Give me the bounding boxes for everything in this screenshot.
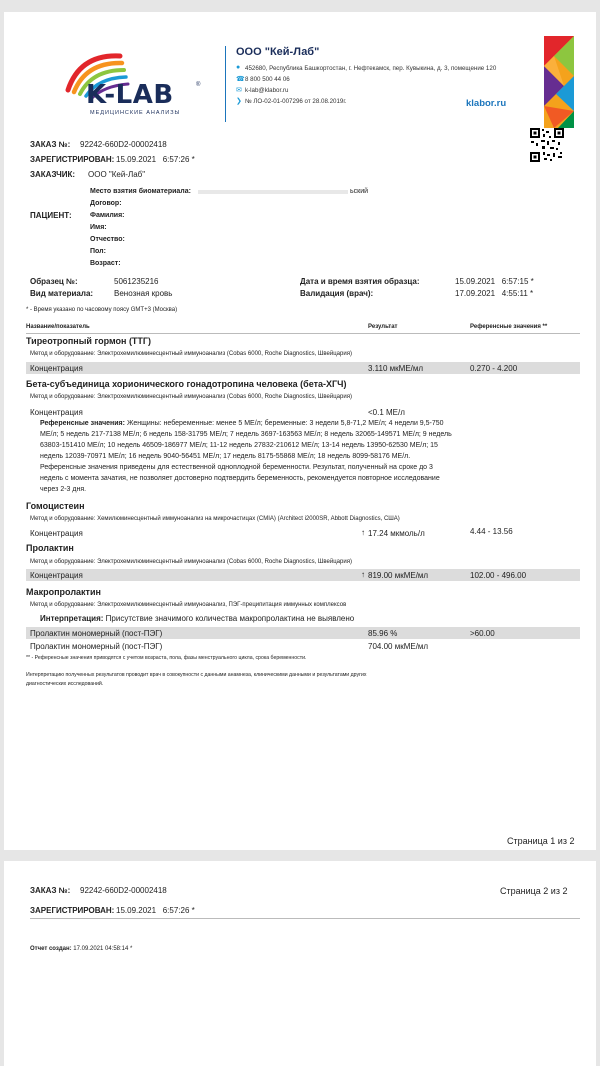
interp-label: Интерпретация: bbox=[40, 614, 104, 623]
result-macroprolactin-1: 85.96 % bbox=[368, 629, 398, 638]
patient-label: ПАЦИЕНТ: bbox=[30, 211, 72, 220]
col-header-result: Результат bbox=[368, 324, 398, 330]
company-address: 452680, Республика Башкортостан, г. Нефтекамск, пер. Кувыкина, д. 3, помещение 120 bbox=[245, 65, 497, 72]
ref-macroprolactin-1: >60.00 bbox=[470, 629, 495, 638]
param-prolactin: Концентрация bbox=[30, 571, 83, 580]
material-value: Венозная кровь bbox=[114, 289, 173, 298]
interp-footnote-2: диагностических исследований. bbox=[26, 681, 104, 687]
report-created-value: 17.09.2021 04:58:14 * bbox=[73, 946, 133, 952]
company-name: ООО "Кей-Лаб" bbox=[236, 46, 320, 58]
page-number-1: Страница 1 из 2 bbox=[507, 836, 575, 846]
test-method-ttg: Метод и оборудование: Электрохемилюминесцентный иммуноанализ (Cobas 6000, Roche Diagnostics, Швейцария) bbox=[30, 351, 352, 357]
ref-line-hcg-4: недель 12039-70971 МЕ/л; 16 недель 9040-56451 МЕ/л; 17 недель 8175-55868 МЕ/л; 18 недель 8099-58176 МЕ/л. bbox=[40, 453, 411, 460]
taken-value: 15.09.2021 6:57:15 * bbox=[455, 277, 534, 286]
ref-line-hcg-1: Женщины: небеременные: менее 5 МЕ/л; беременные: 3 недели 5,8-71,2 МЕ/л; 4 недели 9,5-750 bbox=[126, 420, 444, 427]
param-macroprolactin-2: Пролактин мономерный (пост-ПЭГ) bbox=[30, 642, 163, 651]
param-macroprolactin-1: Пролактин мономерный (пост-ПЭГ) bbox=[30, 629, 163, 638]
param-hcg: Концентрация bbox=[30, 408, 83, 417]
param-homocysteine: Концентрация bbox=[30, 529, 83, 538]
col-header-name: Название/показатель bbox=[26, 324, 90, 330]
page2-divider bbox=[30, 918, 580, 919]
ref-line-hcg-3: 63803-151410 МЕ/л; 10 недель 46509-186977 МЕ/л; 11-12 недель 27832-210612 МЕ/л; 13-14 недель 13950-62530 МЕ/л; 15 bbox=[40, 442, 438, 449]
company-phone: 8 800 500 44 06 bbox=[245, 76, 290, 83]
mosaic-decoration-icon bbox=[544, 36, 574, 128]
registered-label-p2: ЗАРЕГИСТРИРОВАН: bbox=[30, 906, 115, 915]
ref-ttg: 0.270 - 4.200 bbox=[470, 364, 518, 373]
surname-label: Фамилия: bbox=[90, 212, 125, 219]
registered-label: ЗАРЕГИСТРИРОВАН: bbox=[30, 155, 115, 164]
ref-line-hcg-7: через 2-3 дня. bbox=[40, 486, 87, 493]
test-method-macroprolactin: Метод и оборудование: Электрохемилюминесцентный иммуноанализ, ПЭГ-преципитация иммунных комплексов bbox=[30, 602, 347, 608]
company-email: k-lab@klabor.ru bbox=[245, 87, 289, 94]
sample-number: 5061235216 bbox=[114, 277, 159, 286]
brand-name: K-LAB bbox=[86, 80, 174, 110]
interp-value: Присутствие значимого количества макропролактина не выявлено bbox=[105, 614, 355, 623]
result-prolactin: 819.00 мкМЕ/мл bbox=[368, 571, 429, 580]
k-lab-logo bbox=[60, 50, 210, 120]
col-header-ref: Референсные значения ** bbox=[470, 324, 548, 330]
ref-homocysteine: 4.44 - 13.56 bbox=[470, 527, 513, 536]
test-title-hcg: Бета-субъединица хорионического гонадотропина человека (бета-ХГЧ) bbox=[26, 379, 347, 389]
report-created bbox=[30, 946, 132, 952]
interp-footnote-1: Интерпретацию полученных результатов проводит врач в совокупности с данными анамнеза, клиническими данными и результатами других bbox=[26, 672, 367, 678]
arrow-up-icon: ↑ bbox=[361, 528, 365, 537]
ref-text-hcg-1 bbox=[40, 420, 444, 427]
registered-value-p2: 15.09.2021 6:57:26 * bbox=[116, 906, 195, 915]
ref-label-hcg: Референсные значения: bbox=[40, 420, 125, 427]
report-created-label: Отчет создан: bbox=[30, 946, 72, 952]
test-title-homocysteine: Гомоцистеин bbox=[26, 501, 85, 511]
result-macroprolactin-2: 704.00 мкМЕ/мл bbox=[368, 642, 429, 651]
validation-label: Валидация (врач): bbox=[300, 289, 374, 298]
company-website: klabor.ru bbox=[466, 98, 507, 109]
email-icon: ✉ bbox=[236, 87, 242, 94]
result-hcg: <0.1 МЕ/л bbox=[368, 408, 405, 417]
test-method-hcg: Метод и оборудование: Электрохемилюминесцентный иммуноанализ (Cobas 6000, Roche Diagnostics, Швейцария) bbox=[30, 394, 352, 400]
redacted-block bbox=[198, 190, 348, 194]
test-method-homocysteine: Метод и оборудование: Хемилюминесцентный иммуноанализ на микрочастицах (CMIA) (Architect i2000SR, Abbott Diagnostics, США) bbox=[30, 516, 400, 522]
customer-value: ООО "Кей-Лаб" bbox=[88, 170, 146, 179]
name-label: Имя: bbox=[90, 224, 107, 231]
sample-place-label: Место взятия биоматериала: bbox=[90, 188, 191, 195]
location-pin-icon: ● bbox=[236, 64, 241, 71]
report-page-2 bbox=[4, 861, 596, 1066]
customer-label: ЗАКАЗЧИК: bbox=[30, 170, 76, 179]
chevron-right-icon: ❯ bbox=[236, 98, 242, 105]
table-header-line bbox=[26, 333, 580, 334]
brand-subtitle: МЕДИЦИНСКИЕ АНАЛИЗЫ bbox=[90, 110, 181, 116]
arrow-up-icon: ↑ bbox=[361, 570, 365, 579]
timezone-note: * - Время указано по часовому поясу GMT+3 (Москва) bbox=[26, 307, 178, 313]
test-title-macroprolactin: Макропролактин bbox=[26, 587, 101, 597]
order-number-p2: 92242-660D2-00002418 bbox=[80, 886, 167, 895]
ref-footnote: ** - Референсные значения приводятся с учетом возраста, пола, фазы менструального цикла, срока беременности. bbox=[26, 655, 307, 661]
interpretation-macroprolactin bbox=[40, 614, 354, 623]
phone-icon: ☎ bbox=[236, 76, 245, 83]
registered-value: 15.09.2021 6:57:26 * bbox=[116, 155, 195, 164]
page-number-2: Страница 2 из 2 bbox=[500, 886, 568, 896]
qr-code-icon bbox=[530, 128, 564, 162]
param-ttg: Концентрация bbox=[30, 364, 83, 373]
patronymic-label: Отчество: bbox=[90, 236, 125, 243]
test-title-prolactin: Пролактин bbox=[26, 543, 74, 553]
order-label-p2: ЗАКАЗ №: bbox=[30, 886, 71, 895]
test-title-ttg: Тиреотропный гормон (ТТГ) bbox=[26, 336, 152, 346]
header-divider bbox=[225, 46, 226, 122]
age-label: Возраст: bbox=[90, 260, 121, 267]
ref-line-hcg-5: Референсные значения приведены для естественной одноплодной беременности. Результат, полученный на сроке до 3 bbox=[40, 464, 433, 471]
order-label: ЗАКАЗ №: bbox=[30, 140, 71, 149]
company-license: № ЛО-02-01-007296 от 28.08.2019г. bbox=[245, 98, 347, 105]
contract-label: Договор: bbox=[90, 200, 122, 207]
order-number: 92242-660D2-00002418 bbox=[80, 140, 167, 149]
material-label: Вид материала: bbox=[30, 289, 94, 298]
taken-label: Дата и время взятия образца: bbox=[300, 277, 420, 286]
sample-label: Образец №: bbox=[30, 277, 78, 286]
result-ttg: 3.110 мкМЕ/мл bbox=[368, 364, 424, 373]
ref-line-hcg-6: недель с момента зачатия, не позволяет достоверно подтвердить беременность, рекомендуется повторное исследование bbox=[40, 475, 440, 482]
sample-place-tail: ьский bbox=[350, 188, 369, 195]
report-page-1 bbox=[4, 12, 596, 850]
ref-prolactin: 102.00 - 496.00 bbox=[470, 571, 527, 580]
sex-label: Пол: bbox=[90, 248, 106, 255]
validation-value: 17.09.2021 4:55:11 * bbox=[455, 289, 534, 298]
registered-mark: ® bbox=[196, 82, 201, 88]
test-method-prolactin: Метод и оборудование: Электрохемилюминесцентный иммуноанализ (Cobas 6000, Roche Diagnostics, Швейцария) bbox=[30, 559, 352, 565]
ref-line-hcg-2: МЕ/л; 5 недель 217-7138 МЕ/л; 6 недель 158-31795 МЕ/л; 7 недель 3697-163563 МЕ/л; 8 недель 32065-149571 МЕ/л; 9 недель bbox=[40, 431, 452, 438]
result-homocysteine: 17.24 мкмоль/л bbox=[368, 529, 425, 538]
